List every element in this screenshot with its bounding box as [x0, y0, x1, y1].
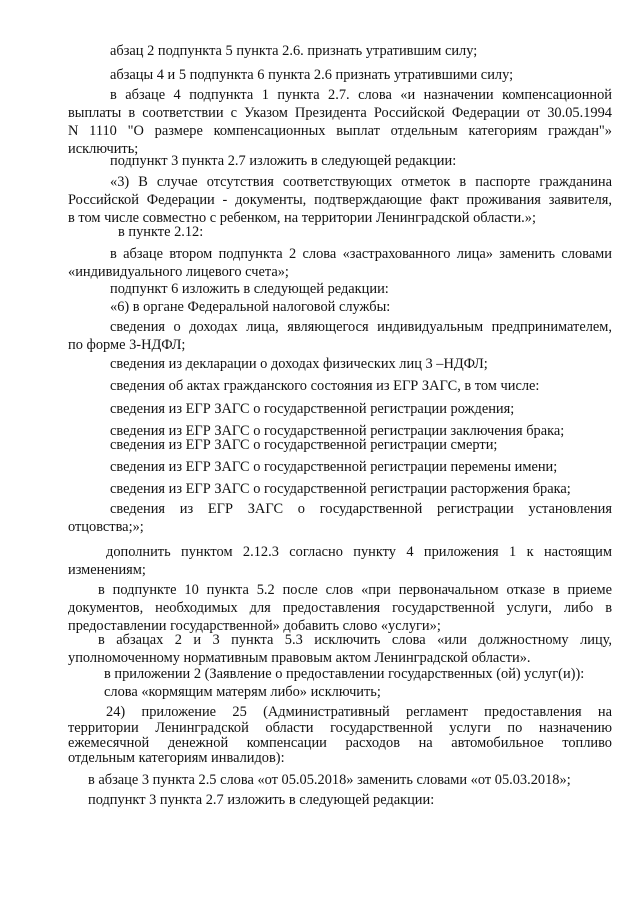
paragraph [88, 771, 612, 789]
text-line: изменениям; [68, 562, 146, 578]
text-line: в абзацах 2 и 3 пункта 5.3 исключить слова «или должностному лицу, [98, 632, 612, 648]
paragraph [88, 791, 612, 809]
paragraph [118, 223, 608, 241]
paragraph [68, 703, 612, 766]
paragraph [104, 665, 610, 683]
text-line: абзац 2 подпункта 5 пункта 2.6. признать утратившим силу; [110, 43, 478, 59]
paragraph [110, 280, 610, 298]
paragraph [110, 355, 610, 373]
paragraph [68, 581, 612, 635]
text-line: сведения об актах гражданского состояния из ЕГР ЗАГС, в том числе: [110, 378, 540, 394]
paragraph [110, 400, 610, 418]
paragraph [110, 458, 610, 476]
text-line: уполномоченному нормативным правовым актом Ленинградской области». [68, 650, 531, 666]
text-line: отцовства;»; [68, 519, 144, 535]
text-line: дополнить пунктом 2.12.3 согласно пункту 4 приложения 1 к настоящим [106, 544, 612, 560]
text-line: сведения из ЕГР ЗАГС о государственной регистрации смерти; [110, 437, 498, 453]
text-line: сведения о доходах лица, являющегося индивидуальным предпринимателем, [110, 319, 612, 335]
paragraph [110, 436, 610, 454]
text-line: ежемесячной денежной компенсации расходов на автомобильное топливо [68, 735, 612, 751]
text-line: в приложении 2 (Заявление о предоставлении государственных (ой) услуг(и)): [104, 666, 585, 682]
text-line: документов, необходимых для предоставления государственной услуги, либо в [68, 600, 612, 616]
text-line: сведения из декларации о доходах физических лиц 3 –НДФЛ; [110, 356, 488, 372]
text-line: «индивидуального лицевого счета»; [68, 264, 289, 280]
paragraph [110, 66, 610, 84]
paragraph [68, 173, 612, 227]
text-line: подпункт 3 пункта 2.7 изложить в следующей редакции: [88, 792, 435, 808]
paragraph [110, 298, 610, 316]
paragraph [110, 480, 610, 498]
text-line: в том числе совместно с ребенком, на территории Ленинградской области.»; [68, 210, 536, 226]
text-line: N 1110 "О размере компенсационных выплат отдельным категориям граждан"» [68, 123, 612, 139]
text-line: в пункте 2.12: [118, 224, 204, 240]
text-line: в абзаце 3 пункта 2.5 слова «от 05.05.2018» заменить словами «от 05.03.2018»; [88, 772, 571, 788]
text-line: 24) приложение 25 (Административный регламент предоставления на [106, 704, 612, 720]
text-line: сведения из ЕГР ЗАГС о государственной регистрации рождения; [110, 401, 515, 417]
text-line: выплаты в соответствии с Указом Президента Российской Федерации от 30.05.1994 [68, 105, 612, 121]
paragraph [68, 543, 612, 579]
text-line: «6) в органе Федеральной налоговой службы: [110, 299, 391, 315]
paragraph [104, 683, 610, 701]
text-line: в абзаце втором подпункта 2 слова «застрахованного лица» заменить словами [110, 246, 612, 262]
paragraph [68, 245, 612, 281]
text-line: предоставлении государственной» добавить слово «услуги»; [68, 618, 441, 634]
text-line: отдельным категориям инвалидов): [68, 750, 285, 766]
paragraph [68, 318, 612, 354]
text-line: территории Ленинградской области государственной услуги по назначению [68, 720, 612, 736]
paragraph [68, 86, 612, 158]
text-line: Российской Федерации - документы, подтверждающие факт проживания заявителя, [68, 192, 612, 208]
text-line: сведения из ЕГР ЗАГС о государственной регистрации расторжения брака; [110, 481, 571, 497]
paragraph [110, 152, 610, 170]
text-line: сведения из ЕГР ЗАГС о государственной регистрации перемены имени; [110, 459, 558, 475]
text-line: в подпункте 10 пункта 5.2 после слов «при первоначальном отказе в приеме [98, 582, 612, 598]
paragraph [110, 377, 610, 395]
text-line: слова «кормящим матерям либо» исключить; [104, 684, 381, 700]
text-line: сведения из ЕГР ЗАГС о государственной регистрации заключения брака; [110, 423, 565, 439]
text-line: сведения из ЕГР ЗАГС о государственной регистрации установления [110, 501, 612, 517]
paragraph [68, 500, 612, 536]
paragraph [110, 42, 610, 60]
text-line: «3) В случае отсутствия соответствующих отметок в паспорте гражданина [110, 174, 612, 190]
text-line: подпункт 6 изложить в следующей редакции: [110, 281, 389, 297]
text-line: исключить; [68, 141, 139, 157]
text-line: по форме 3-НДФЛ; [68, 337, 186, 353]
paragraph [68, 631, 612, 667]
text-line: в абзаце 4 подпункта 1 пункта 2.7. слова «и назначении компенсационной [110, 87, 612, 103]
text-line: подпункт 3 пункта 2.7 изложить в следующей редакции: [110, 153, 457, 169]
text-line: абзацы 4 и 5 подпункта 6 пункта 2.6 признать утратившими силу; [110, 67, 514, 83]
